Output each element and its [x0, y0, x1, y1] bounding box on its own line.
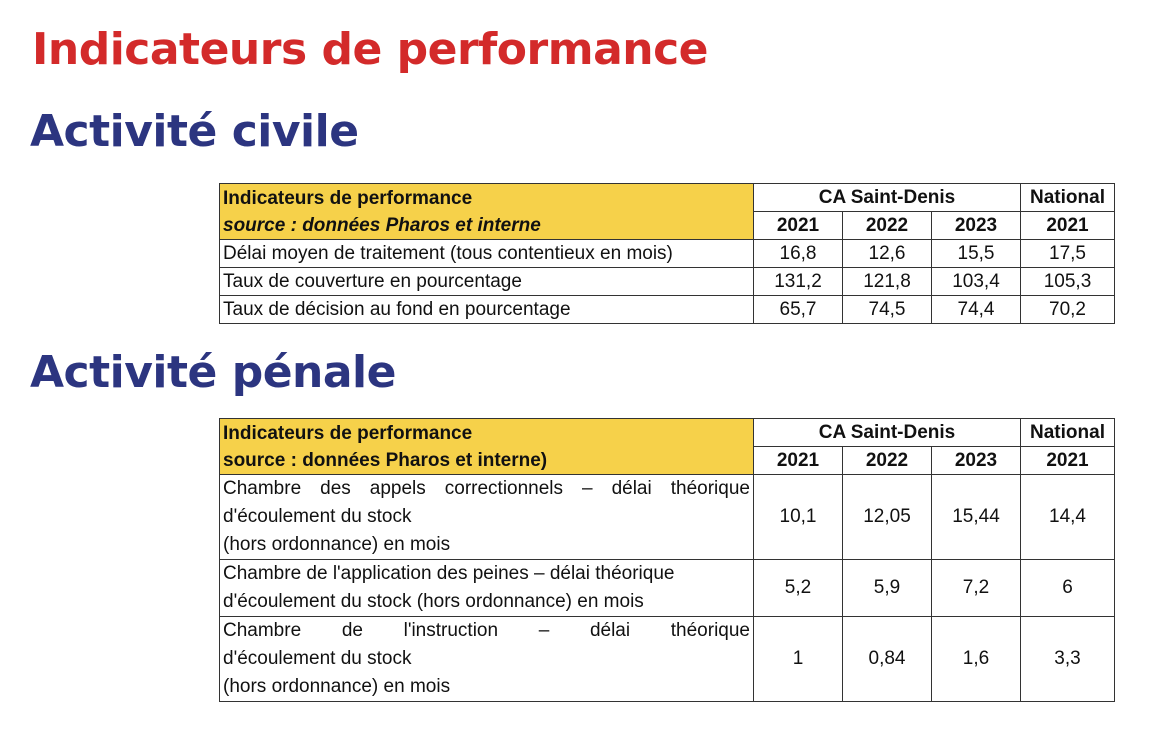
word: –: [538, 620, 550, 641]
word: Chambre: [223, 620, 302, 641]
section-heading-penal: Activité pénale: [30, 347, 396, 398]
cell-value: 16,8: [754, 240, 843, 268]
header-label: Indicateurs de performance: [223, 187, 473, 209]
cell-value: 1: [754, 617, 843, 702]
section-heading-civil: Activité civile: [30, 106, 359, 157]
header-source: source : données Pharos et interne): [223, 449, 548, 471]
cell-value: 103,4: [932, 268, 1021, 296]
cell-value: 10,1: [754, 475, 843, 560]
row-label-line: [223, 475, 750, 503]
row-label: [220, 617, 754, 702]
word: des: [320, 478, 351, 499]
header-source: source : données Pharos et interne: [223, 214, 541, 236]
row-label: [220, 560, 754, 617]
table-row: [220, 240, 1115, 268]
cell-value: 74,4: [932, 296, 1021, 324]
cell-value: 5,9: [843, 560, 932, 617]
row-label-line: (hors ordonnance) en mois: [223, 676, 451, 697]
cell-value: 3,3: [1021, 617, 1115, 702]
cell-value: 65,7: [754, 296, 843, 324]
table-header-row: [220, 184, 1115, 212]
table-row: [220, 268, 1115, 296]
year-header: 2021: [754, 212, 843, 240]
word: correctionnels: [444, 478, 564, 499]
cell-value: 70,2: [1021, 296, 1115, 324]
cell-value: 6: [1021, 560, 1115, 617]
cell-value: 15,5: [932, 240, 1021, 268]
year-header: 2023: [932, 212, 1021, 240]
cell-value: 131,2: [754, 268, 843, 296]
year-header: 2021: [1021, 447, 1115, 475]
cell-value: 121,8: [843, 268, 932, 296]
year-header: 2022: [843, 447, 932, 475]
year-header: 2021: [1021, 212, 1115, 240]
civil-performance-table: [219, 183, 1115, 324]
word: Chambre: [223, 478, 302, 499]
word: théorique: [670, 620, 750, 641]
cell-value: 12,05: [843, 475, 932, 560]
group-national-header: National: [1021, 419, 1115, 447]
group-local-header: CA Saint-Denis: [754, 419, 1021, 447]
cell-value: 15,44: [932, 475, 1021, 560]
row-label: Délai moyen de traitement (tous contentieux en mois): [220, 240, 754, 268]
row-label: Taux de couverture en pourcentage: [220, 268, 754, 296]
cell-value: 12,6: [843, 240, 932, 268]
word: théorique: [670, 478, 750, 499]
page-title: Indicateurs de performance: [32, 24, 709, 75]
year-header: 2022: [843, 212, 932, 240]
word: de: [341, 620, 363, 641]
row-label-line: d'écoulement du stock (hors ordonnance) en mois: [223, 591, 644, 612]
table-row: [220, 296, 1115, 324]
cell-value: 105,3: [1021, 268, 1115, 296]
penal-performance-table: [219, 418, 1115, 702]
cell-value: 74,5: [843, 296, 932, 324]
cell-value: 0,84: [843, 617, 932, 702]
row-label: [220, 475, 754, 560]
year-header: 2023: [932, 447, 1021, 475]
row-label-line: d'écoulement du stock: [223, 506, 412, 527]
table-row: [220, 560, 1115, 617]
row-label-line: (hors ordonnance) en mois: [223, 534, 451, 555]
cell-value: 5,2: [754, 560, 843, 617]
group-local-header: CA Saint-Denis: [754, 184, 1021, 212]
row-label-line: d'écoulement du stock: [223, 648, 412, 669]
table-row: [220, 617, 1115, 702]
group-national-header: National: [1021, 184, 1115, 212]
cell-value: 17,5: [1021, 240, 1115, 268]
year-header: 2021: [754, 447, 843, 475]
cell-value: 14,4: [1021, 475, 1115, 560]
row-label-line: Chambre de l'application des peines – délai théorique: [223, 563, 675, 584]
row-label: Taux de décision au fond en pourcentage: [220, 296, 754, 324]
cell-value: 1,6: [932, 617, 1021, 702]
header-label-cell: [220, 184, 754, 240]
header-label: Indicateurs de performance: [223, 422, 473, 444]
table-header-row: [220, 419, 1115, 447]
word: délai: [589, 620, 631, 641]
word: –: [582, 478, 593, 499]
cell-value: 7,2: [932, 560, 1021, 617]
row-label-line: [223, 617, 750, 645]
table-row: [220, 475, 1115, 560]
word: appels: [369, 478, 426, 499]
word: délai: [611, 478, 652, 499]
word: l'instruction: [403, 620, 499, 641]
header-label-cell: [220, 419, 754, 475]
